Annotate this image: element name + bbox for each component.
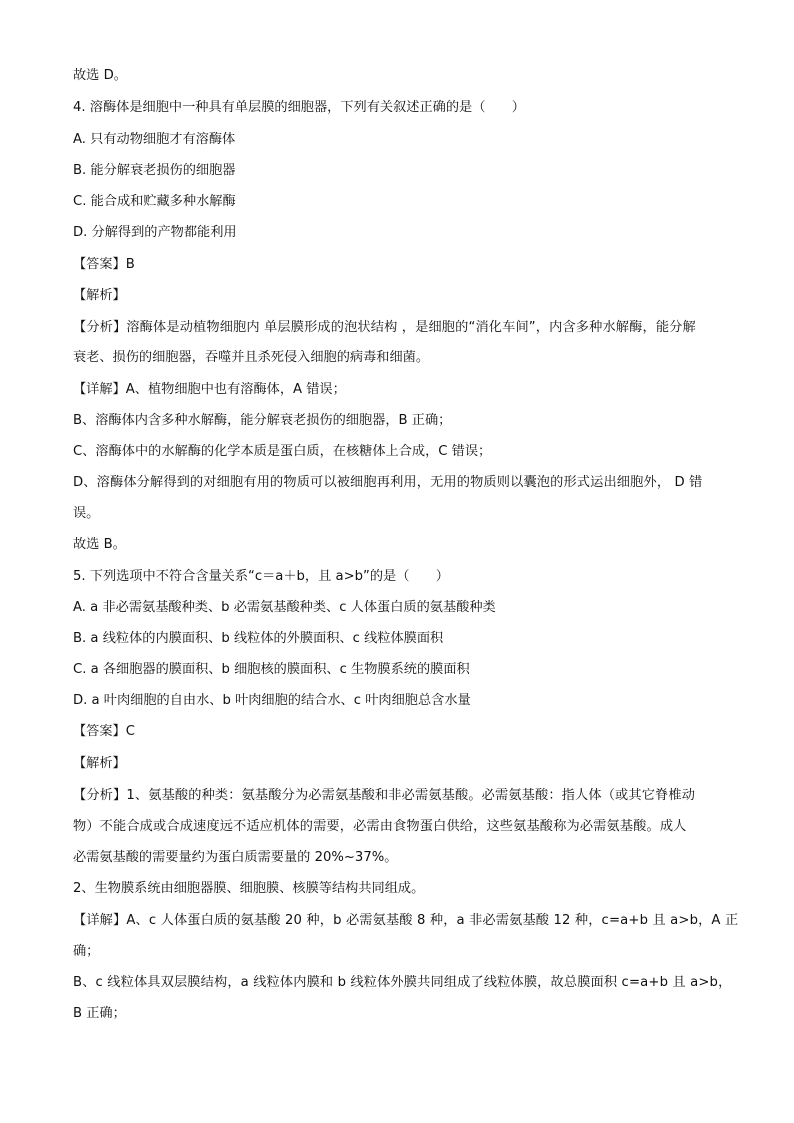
q5-option-d: D. a 叶肉细胞的自由水、b 叶肉细胞的结合水、c 叶肉细胞总含水量 [73,693,471,708]
prev-question-conclusion: 故选 D。 [73,68,127,83]
q5-stem: 5. 下列选项中不符合含量关系“c＝a＋b，且 a>b”的是（ ） [73,569,449,584]
q4-fenxi-line-1: 【分析】溶酶体是动植物细胞内 单层膜形成的泡状结构 ，是细胞的“消化车间”，内含多种水解酶，能分解 [73,320,696,335]
q5-option-a: A. a 非必需氨基酸种类、b 必需氨基酸种类、c 人体蛋白质的氨基酸种类 [73,600,496,615]
q4-analysis-title: 【解析】 [73,288,126,303]
q5-xiangjie-line-2: 确； [73,944,100,959]
q4-xiangjie-line-4: D、溶酶体分解得到的对细胞有用的物质可以被细胞再利用，无用的物质则以囊泡的形式运出细胞外， D 错 [73,475,703,490]
q5-option-c: C. a 各细胞器的膜面积、b 细胞核的膜面积、c 生物膜系统的膜面积 [73,662,470,677]
q5-fenxi-line-1: 【分析】1、氨基酸的种类：氨基酸分为必需氨基酸和非必需氨基酸。必需氨基酸：指人体（或其它脊椎动 [73,788,696,803]
q5-xiangjie-line-3: B、c 线粒体具双层膜结构，a 线粒体内膜和 b 线粒体外膜共同组成了线粒体膜，故总膜面积 c=a+b 且 a>b， [73,975,732,990]
q5-fenxi-line-3: 必需氨基酸的需要量约为蛋白质需要量的 20%~37%。 [73,850,398,865]
q5-answer: 【答案】C [73,724,135,739]
q4-option-b: B. 能分解衰老损伤的细胞器 [73,163,236,178]
q4-option-c: C. 能合成和贮藏多种水解酶 [73,194,236,209]
q4-option-d: D. 分解得到的产物都能利用 [73,225,237,240]
q4-answer: 【答案】B [73,257,135,272]
q5-option-b: B. a 线粒体的内膜面积、b 线粒体的外膜面积、c 线粒体膜面积 [73,631,444,646]
q5-xiangjie-line-1: 【详解】A、c 人体蛋白质的氨基酸 20 种，b 必需氨基酸 8 种，a 非必需氨基酸 12 种，c=a+b 且 a>b，A 正 [73,913,739,928]
q5-fenxi-line-2: 物）不能合成或合成速度远不适应机体的需要，必需由食物蛋白供给，这些氨基酸称为必需氨基酸。成人 [73,819,687,834]
q5-xiangjie-line-4: B 正确； [73,1006,126,1021]
q4-conclusion: 故选 B。 [73,537,126,552]
q4-option-a: A. 只有动物细胞才有溶酶体 [73,132,236,147]
q5-analysis-title: 【解析】 [73,756,126,771]
q4-xiangjie-line-1: 【详解】A、植物细胞中也有溶酶体，A 错误； [73,382,346,397]
q4-fenxi-line-2: 衰老、损伤的细胞器，吞噬并且杀死侵入细胞的病毒和细菌。 [73,350,430,365]
q4-xiangjie-line-5: 误。 [73,506,100,521]
q4-xiangjie-line-3: C、溶酶体中的水解酶的化学本质是蛋白质，在核糖体上合成，C 错误； [73,444,492,459]
q5-fenxi-line-4: 2、生物膜系统由细胞器膜、细胞膜、核膜等结构共同组成。 [73,881,425,896]
q4-xiangjie-line-2: B、溶酶体内含多种水解酶，能分解衰老损伤的细胞器，B 正确； [73,413,452,428]
q4-stem: 4. 溶酶体是细胞中一种具有单层膜的细胞器，下列有关叙述正确的是（ ） [73,100,525,115]
